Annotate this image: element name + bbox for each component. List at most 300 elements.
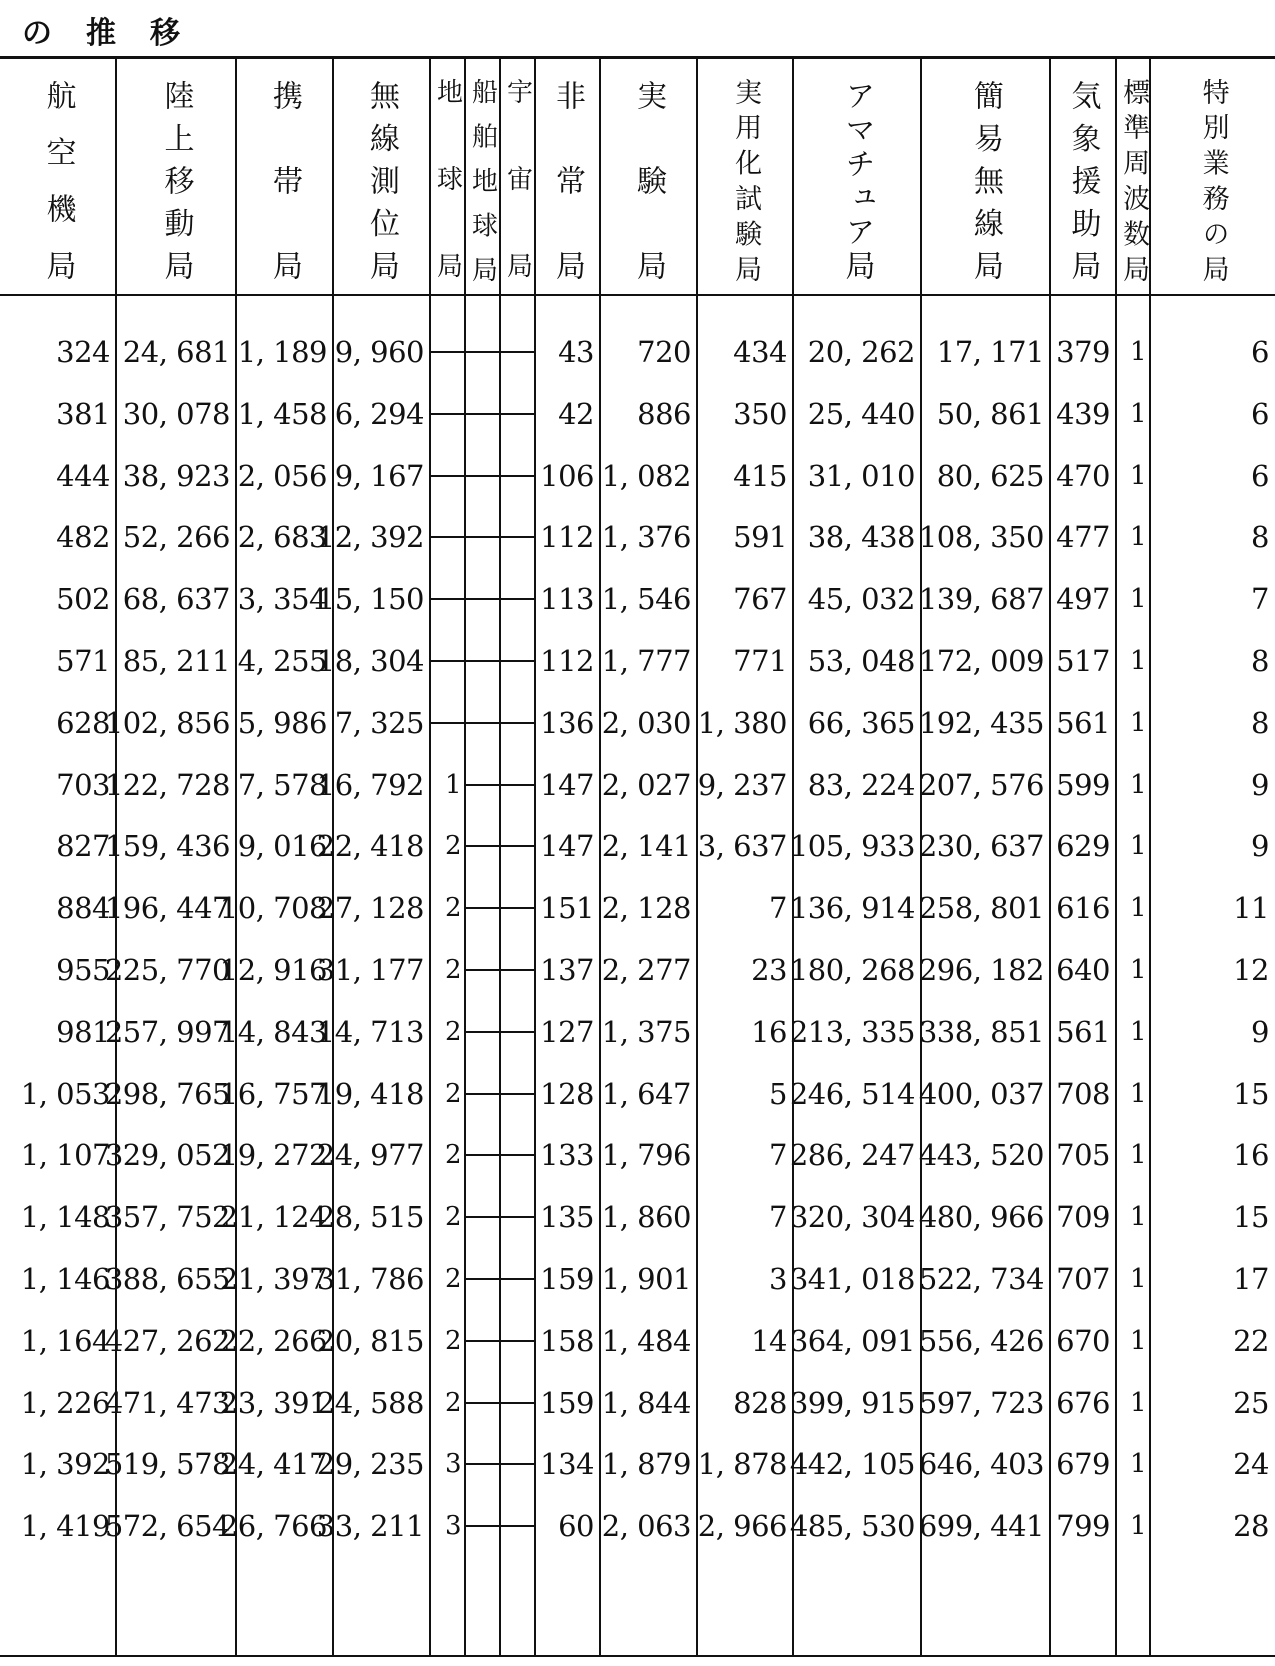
cell-meteorological-aid: 379 [1056,335,1110,369]
cell-space [500,1000,535,1064]
cell-standard-frequency: 1 [1129,769,1146,800]
cell-special-service: 6 [1251,396,1269,431]
cell-portable: 1, 458 [237,396,327,431]
cell-simple-radio: 258, 801 [918,891,1044,926]
dash-mark [465,1216,500,1218]
cell-amateur: 213, 335 [789,1014,915,1049]
dash-mark [500,1093,535,1095]
cell-portable: 14, 843 [219,1014,327,1049]
dash-mark [465,475,500,477]
cell-experimental: 1, 082 [601,458,691,493]
cell-space [500,1062,535,1126]
dash-mark [500,351,535,353]
cell-radio-positioning: 20, 815 [316,1323,424,1358]
cell-emergency: 128 [540,1076,594,1111]
table-row [0,382,1275,446]
cell-ship-earth [465,1000,500,1064]
cell-emergency: 133 [540,1138,594,1173]
cell-standard-frequency: 1 [1129,893,1146,924]
cell-aircraft: 628 [56,705,110,740]
cell-space [500,938,535,1002]
column-header-label: 無線測位局 [364,80,399,280]
dash-mark [465,784,500,786]
cell-portable: 3, 354 [237,582,327,617]
dash-mark [500,722,535,724]
cell-practical-test: 7 [769,1138,787,1173]
dash-mark [465,1093,500,1095]
cell-land-mobile: 68, 637 [122,582,230,617]
column-header-portable [236,60,333,292]
dash-mark [465,413,500,415]
cell-land-mobile: 329, 052 [104,1138,230,1173]
station-count-table [0,56,1275,1656]
dash-mark [430,413,465,415]
cell-special-service: 8 [1251,705,1269,740]
column-header-label: 陸上移動局 [158,80,194,280]
dash-mark [500,784,535,786]
cell-meteorological-aid: 670 [1056,1323,1110,1358]
table-row [0,1062,1275,1126]
dash-mark [465,536,500,538]
dash-mark [430,475,465,477]
cell-practical-test: 7 [769,891,787,926]
cell-simple-radio: 139, 687 [918,582,1044,617]
cell-practical-test: 1, 380 [697,705,787,740]
cell-space [500,1432,535,1496]
cell-practical-test: 5 [769,1076,787,1111]
cell-land-mobile: 298, 765 [104,1076,230,1111]
cell-standard-frequency: 1 [1129,460,1146,491]
table-row [0,505,1275,569]
table-row [0,876,1275,940]
cell-special-service: 22 [1233,1323,1269,1358]
cell-portable: 24, 417 [219,1447,327,1482]
cell-special-service: 9 [1251,1014,1269,1049]
table-row [0,1185,1275,1249]
cell-special-service: 8 [1251,520,1269,555]
cell-meteorological-aid: 517 [1056,644,1110,678]
table-row [0,1494,1275,1558]
cell-land-mobile: 24, 681 [122,335,230,369]
cell-practical-test: 828 [733,1385,787,1420]
cell-emergency: 134 [540,1447,594,1482]
table-row [0,691,1275,755]
cell-portable: 16, 757 [219,1076,327,1111]
cell-radio-positioning: 6, 294 [334,396,424,431]
cell-special-service: 16 [1233,1138,1269,1173]
cell-standard-frequency: 1 [1129,1449,1146,1480]
cell-aircraft: 444 [56,458,110,493]
table-row [0,1432,1275,1496]
cell-land-mobile: 427, 262 [104,1323,230,1358]
table-row [0,320,1275,384]
cell-portable: 1, 189 [237,335,327,369]
cell-practical-test: 14 [751,1323,787,1358]
cell-space [500,1371,535,1435]
column-header-label: 気象援助局 [1065,80,1101,280]
cell-amateur: 83, 224 [807,767,915,802]
cell-experimental: 1, 375 [601,1014,691,1049]
cell-radio-positioning: 24, 977 [316,1138,424,1173]
cell-portable: 19, 272 [219,1138,327,1173]
cell-simple-radio: 296, 182 [918,953,1044,987]
cell-amateur: 341, 018 [789,1262,915,1296]
cell-radio-positioning: 14, 713 [316,1014,424,1049]
cell-meteorological-aid: 477 [1056,520,1110,555]
cell-simple-radio: 597, 723 [918,1385,1044,1420]
cell-simple-radio: 443, 520 [918,1138,1044,1173]
cell-simple-radio: 522, 734 [918,1262,1044,1296]
cell-portable: 22, 266 [219,1323,327,1358]
cell-land-mobile: 225, 770 [104,953,230,987]
cell-emergency: 60 [558,1509,594,1544]
cell-meteorological-aid: 629 [1056,829,1110,864]
cell-experimental: 1, 901 [601,1262,691,1296]
cell-earth: 2 [444,1016,461,1047]
dash-mark [465,351,500,353]
cell-earth: 1 [444,769,461,800]
dash-mark [500,536,535,538]
column-header-radio-positioning [333,60,430,292]
cell-experimental: 1, 796 [601,1138,691,1173]
cell-meteorological-aid: 799 [1056,1509,1110,1544]
cell-experimental: 886 [637,396,691,431]
cell-simple-radio: 50, 861 [936,396,1044,431]
cell-standard-frequency: 1 [1129,1264,1146,1294]
table-row [0,1000,1275,1064]
cell-aircraft: 955 [56,953,110,987]
column-header-emergency [535,60,600,292]
header-bottom-rule [0,294,1275,296]
cell-simple-radio: 108, 350 [918,520,1044,555]
cell-space [500,382,535,446]
cell-simple-radio: 699, 441 [918,1509,1044,1544]
cell-standard-frequency: 1 [1129,1325,1146,1356]
cell-practical-test: 771 [733,644,787,678]
dash-mark [430,722,465,724]
cell-special-service: 8 [1251,644,1269,678]
cell-practical-test: 23 [751,953,787,987]
cell-earth: 2 [444,1387,461,1418]
cell-land-mobile: 38, 923 [122,458,230,493]
cell-experimental: 2, 027 [601,767,691,802]
column-header-label: 携帯局 [267,80,302,280]
cell-radio-positioning: 31, 177 [316,953,424,987]
cell-experimental: 1, 844 [601,1385,691,1420]
cell-practical-test: 1, 878 [697,1447,787,1482]
cell-aircraft: 827 [56,829,110,864]
cell-practical-test: 3, 637 [697,829,787,864]
cell-land-mobile: 52, 266 [122,520,230,555]
cell-ship-earth [465,1371,500,1435]
dash-mark [465,1278,500,1280]
cell-land-mobile: 519, 578 [104,1447,230,1482]
cell-earth: 3 [444,1449,461,1480]
cell-aircraft: 502 [56,582,110,617]
column-header-label: 実験局 [631,80,666,280]
cell-space [500,567,535,631]
cell-ship-earth [465,1432,500,1496]
cell-aircraft: 1, 107 [20,1138,110,1173]
cell-portable: 21, 397 [219,1262,327,1296]
cell-space [500,753,535,817]
dash-mark [465,1402,500,1404]
cell-meteorological-aid: 599 [1056,767,1110,802]
cell-special-service: 7 [1251,582,1269,617]
cell-meteorological-aid: 470 [1056,458,1110,493]
cell-special-service: 15 [1233,1076,1269,1111]
cell-meteorological-aid: 561 [1056,705,1110,740]
cell-amateur: 320, 304 [789,1200,915,1235]
cell-meteorological-aid: 676 [1056,1385,1110,1420]
cell-ship-earth [465,1247,500,1311]
column-header-label: 船舶地球局 [467,78,498,282]
cell-practical-test: 434 [733,335,787,369]
cell-aircraft: 1, 146 [20,1262,110,1296]
cell-experimental: 720 [637,335,691,369]
dash-mark [500,1525,535,1527]
cell-ship-earth [465,320,500,384]
column-header-practical-test [697,60,793,292]
cell-land-mobile: 122, 728 [104,767,230,802]
table-row [0,1371,1275,1435]
cell-amateur: 66, 365 [807,705,915,740]
dash-mark [465,969,500,971]
table-bottom-rule [0,1655,1275,1657]
cell-meteorological-aid: 707 [1056,1262,1110,1296]
column-header-space [500,60,535,292]
cell-amateur: 246, 514 [789,1076,915,1111]
cell-standard-frequency: 1 [1129,955,1146,985]
dash-mark [500,1278,535,1280]
dash-mark [465,1031,500,1033]
cell-radio-positioning: 27, 128 [316,891,424,926]
dash-mark [465,1525,500,1527]
column-header-experimental [600,60,697,292]
cell-standard-frequency: 1 [1129,1387,1146,1418]
cell-ship-earth [465,567,500,631]
cell-aircraft: 482 [56,520,110,555]
cell-simple-radio: 400, 037 [918,1076,1044,1111]
cell-ship-earth [465,444,500,508]
cell-practical-test: 7 [769,1200,787,1235]
cell-radio-positioning: 7, 325 [334,705,424,740]
table-row [0,629,1275,693]
cell-radio-positioning: 16, 792 [316,767,424,802]
cell-simple-radio: 17, 171 [936,335,1044,369]
cell-practical-test: 9, 237 [697,767,787,802]
table-row [0,938,1275,1002]
cell-ship-earth [465,1062,500,1126]
cell-portable: 23, 391 [219,1385,327,1420]
cell-land-mobile: 30, 078 [122,396,230,431]
cell-meteorological-aid: 561 [1056,1014,1110,1049]
cell-space [500,1494,535,1558]
cell-emergency: 127 [540,1014,594,1049]
cell-ship-earth [465,505,500,569]
cell-land-mobile: 388, 655 [104,1262,230,1296]
cell-simple-radio: 207, 576 [918,767,1044,802]
cell-land-mobile: 357, 752 [104,1200,230,1235]
cell-earth: 2 [444,1202,461,1233]
column-header-meteorological-aid [1050,60,1116,292]
cell-land-mobile: 257, 997 [104,1014,230,1049]
cell-special-service: 24 [1233,1447,1269,1482]
cell-amateur: 31, 010 [807,458,915,493]
column-header-label: 航空機局 [40,80,76,280]
cell-emergency: 147 [540,767,594,802]
cell-meteorological-aid: 640 [1056,953,1110,987]
cell-practical-test: 767 [733,582,787,617]
cell-space [500,814,535,878]
cell-standard-frequency: 1 [1129,584,1146,615]
cell-emergency: 137 [540,953,594,987]
cell-earth: 2 [444,893,461,924]
cell-radio-positioning: 9, 167 [334,458,424,493]
cell-experimental: 1, 777 [601,644,691,678]
cell-amateur: 53, 048 [807,644,915,678]
cell-standard-frequency: 1 [1129,1202,1146,1233]
cell-simple-radio: 338, 851 [918,1014,1044,1049]
cell-amateur: 286, 247 [789,1138,915,1173]
column-header-amateur [793,60,921,292]
cell-experimental: 2, 030 [601,705,691,740]
table-row [0,1123,1275,1187]
dash-mark [500,660,535,662]
dash-mark [465,1340,500,1342]
dash-mark [500,475,535,477]
cell-space [500,1309,535,1373]
cell-portable: 12, 916 [219,953,327,987]
cell-meteorological-aid: 709 [1056,1200,1110,1235]
column-header-standard-frequency [1116,60,1150,292]
cell-special-service: 25 [1233,1385,1269,1420]
cell-radio-positioning: 18, 304 [316,644,424,678]
cell-radio-positioning: 12, 392 [316,520,424,555]
cell-emergency: 135 [540,1200,594,1235]
cell-amateur: 38, 438 [807,520,915,555]
column-header-simple-radio [921,60,1050,292]
cell-radio-positioning: 24, 588 [316,1385,424,1420]
cell-simple-radio: 230, 637 [918,829,1044,864]
cell-experimental: 1, 484 [601,1323,691,1358]
cell-aircraft: 381 [56,396,110,431]
dash-mark [430,536,465,538]
table-row [0,753,1275,817]
cell-portable: 2, 056 [237,458,327,493]
cell-practical-test: 16 [751,1014,787,1049]
cell-experimental: 2, 063 [601,1509,691,1544]
column-header-label: 実用化試験局 [730,78,762,282]
cell-land-mobile: 572, 654 [104,1509,230,1544]
cell-emergency: 159 [540,1385,594,1420]
cell-earth: 2 [444,1078,461,1109]
cell-earth [430,567,465,631]
cell-ship-earth [465,691,500,755]
cell-special-service: 28 [1233,1509,1269,1544]
table-row [0,1309,1275,1373]
cell-space [500,876,535,940]
cell-meteorological-aid: 679 [1056,1447,1110,1482]
cell-earth: 2 [444,1140,461,1171]
cell-standard-frequency: 1 [1129,1016,1146,1047]
cell-emergency: 136 [540,705,594,740]
cell-practical-test: 591 [733,520,787,555]
table-top-rule [0,56,1275,59]
column-header-label: アマチュア局 [839,80,875,280]
cell-emergency: 112 [540,520,594,555]
cell-portable: 4, 255 [237,644,327,678]
dash-mark [500,1340,535,1342]
cell-aircraft: 703 [56,767,110,802]
cell-amateur: 105, 933 [789,829,915,864]
cell-aircraft: 1, 164 [20,1323,110,1358]
cell-ship-earth [465,753,500,817]
cell-amateur: 180, 268 [789,953,915,987]
cell-practical-test: 350 [733,396,787,431]
cell-meteorological-aid: 497 [1056,582,1110,617]
cell-experimental: 1, 647 [601,1076,691,1111]
cell-emergency: 113 [540,582,594,617]
column-header-special-service [1150,60,1275,292]
table-row [0,814,1275,878]
cell-portable: 21, 124 [219,1200,327,1235]
cell-earth [430,629,465,693]
cell-earth [430,382,465,446]
dash-mark [500,413,535,415]
cell-aircraft: 571 [56,644,110,678]
cell-aircraft: 884 [56,891,110,926]
cell-ship-earth [465,1123,500,1187]
cell-aircraft: 1, 226 [20,1385,110,1420]
cell-earth: 2 [444,831,461,862]
cell-portable: 10, 708 [219,891,327,926]
cell-land-mobile: 102, 856 [104,705,230,740]
dash-mark [430,351,465,353]
cell-special-service: 6 [1251,458,1269,493]
cell-practical-test: 3 [769,1262,787,1296]
table-row [0,567,1275,631]
cell-radio-positioning: 33, 211 [316,1509,424,1544]
dash-mark [465,722,500,724]
cell-portable: 9, 016 [237,829,327,864]
cell-earth [430,444,465,508]
table-row [0,444,1275,508]
cell-experimental: 1, 376 [601,520,691,555]
cell-standard-frequency: 1 [1129,398,1146,429]
cell-simple-radio: 172, 009 [918,644,1044,678]
cell-amateur: 25, 440 [807,396,915,431]
column-header-ship-earth [465,60,500,292]
cell-standard-frequency: 1 [1129,707,1146,738]
cell-special-service: 9 [1251,767,1269,802]
cell-ship-earth [465,938,500,1002]
cell-simple-radio: 646, 403 [918,1447,1044,1482]
cell-special-service: 17 [1233,1262,1269,1296]
dash-mark [430,660,465,662]
cell-radio-positioning: 28, 515 [316,1200,424,1235]
cell-space [500,629,535,693]
cell-meteorological-aid: 439 [1056,396,1110,431]
cell-earth [430,320,465,384]
page-title: の 推 移 [22,16,182,51]
dash-mark [500,907,535,909]
column-header-label: 簡易無線局 [968,80,1003,280]
cell-ship-earth [465,382,500,446]
dash-mark [500,969,535,971]
cell-aircraft: 981 [56,1014,110,1049]
cell-radio-positioning: 19, 418 [316,1076,424,1111]
